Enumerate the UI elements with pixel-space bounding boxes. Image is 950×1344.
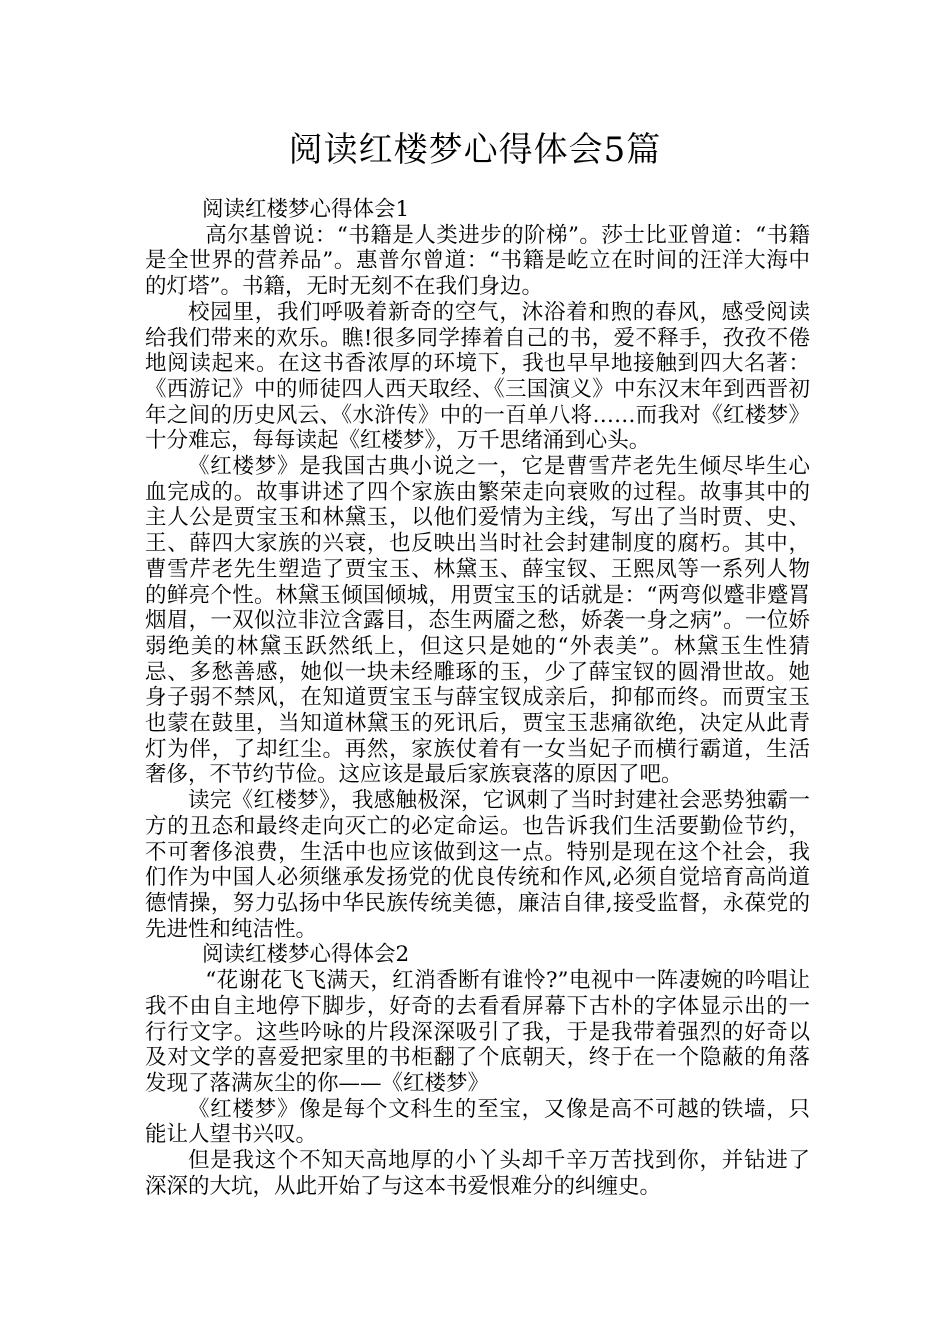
paragraph: 《红楼梦》是我国古典小说之一，它是曹雪芹老先生倾尽毕生心血完成的。故事讲述了四个家族由繁荣走向衰败的过程。故事其中的主人公是贾宝玉和林黛玉，以他们爱情为主线，写出了当时贾、史、王、薛四大家族的兴衰，也反映出当时社会封建制度的腐朽。其中，曹雪芹老先生塑造了贾宝玉、林黛玉、薛宝钗、王熙凤等一系列人物的鲜亮个性。林黛玉倾国倾城，用贾宝玉的话就是：“两弯似蹙非蹙罥烟眉，一双似泣非泣含露目，态生两靥之愁，娇袭一身之病”。一位娇弱绝美的林黛玉跃然纸上，但这只是她的“外表美”。林黛玉生性猜忌、多愁善感，她似一块未经雕琢的玉，少了薛宝钗的圆滑世故。她身子弱不禁风，在知道贾宝玉与薛宝钗成亲后，抑郁而终。而贾宝玉也蒙在鼓里，当知道林黛玉的死讯后，贾宝玉悲痛欲绝，决定从此青灯为伴，了却红尘。再然，家族仗着有一女当妃子而横行霸道，生活奢侈，不节约节俭。这应该是最后家族衰落的原因了吧。: [145, 454, 810, 788]
paragraph: “花谢花飞飞满天，红消香断有谁怜?”电视中一阵凄婉的吟唱让我不由自主地停下脚步，好奇的去看看屏幕下古朴的字体显示出的一行行文字。这些吟咏的片段深深吸引了我，于是我带着强烈的好奇以及对文学的喜爱把家里的书柜翻了个底朝天，终于在一个隐蔽的角落发现了落满灰尘的你——《红楼梦》: [145, 968, 810, 1096]
paragraph: 但是我这个不知天高地厚的小丫头却千辛万苦找到你，并钻进了深深的大坑，从此开始了与这本书爱恨难分的纠缠史。: [145, 1148, 810, 1199]
paragraph: 校园里，我们呼吸着新奇的空气，沐浴着和煦的春风，感受阅读给我们带来的欢乐。瞧!很多同学捧着自己的书，爱不释手，孜孜不倦地阅读起来。在这书香浓厚的环境下，我也早早地接触到四大名著：《西游记》中的师徒四人西天取经、《三国演义》中东汉末年到西晋初年之间的历史风云、《水浒传》中的一百单八将……而我对《红楼梦》十分难忘，每每读起《红楼梦》，万千思绪涌到心头。: [145, 299, 810, 454]
section-heading: 阅读红楼梦心得体会1: [202, 197, 410, 222]
paragraph: 《红楼梦》像是每个文科生的至宝，又像是高不可越的铁墙，只能让人望书兴叹。: [145, 1096, 810, 1148]
paragraph: 高尔基曾说：“书籍是人类进步的阶梯”。莎士比亚曾道：“书籍是全世界的营养品”。惠普尔曾道：“书籍是屹立在时间的汪洋大海中的灯塔”。书籍，无时无刻不在我们身边。: [145, 222, 810, 300]
paragraph: 读完《红楼梦》，我感触极深，它讽刺了当时封建社会恶势独霸一方的丑态和最终走向灭亡的必定命运。也告诉我们生活要勤俭节约，不可奢侈浪费，生活中也应该做到这一点。特别是现在这个社会，我们作为中国人必须继承发扬党的优良传统和作风,必须自觉培育高尚道德情操，努力弘扬中华民族传统美德，廉洁自律,接受监督，永葆党的先进性和纯洁性。: [145, 788, 810, 942]
document-body: [145, 197, 810, 1199]
document-title: 阅读红楼梦心得体会5篇: [288, 130, 662, 170]
section-heading: 阅读红楼梦心得体会2: [202, 942, 410, 968]
